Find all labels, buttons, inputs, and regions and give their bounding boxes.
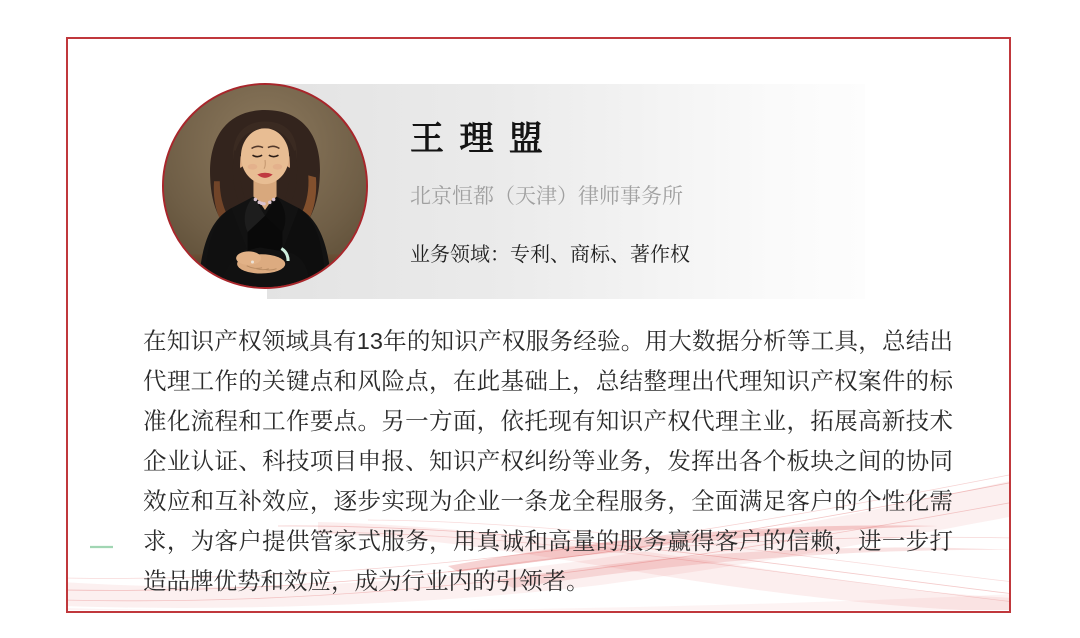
lawyer-name: 王 理 盟 xyxy=(410,120,546,158)
bio-line: 在知识产权领域具有13年的知识产权服务经验。用大数据分析等工具，总结出 xyxy=(143,328,953,354)
profile-photo xyxy=(162,83,368,289)
bio-line: 造品牌优势和效应，成为行业内的引领者。 xyxy=(143,568,590,594)
bio-line: 效应和互补效应，逐步实现为企业一条龙全程服务，全面满足客户的个性化需 xyxy=(143,488,953,514)
bio-line: 代理工作的关键点和风险点，在此基础上，总结整理出代理知识产权案件的标 xyxy=(143,368,953,394)
bio-line: 准化流程和工作要点。另一方面，依托现有知识产权代理主业，拓展高新技术 xyxy=(143,408,953,434)
lawyer-profile-card xyxy=(66,37,1011,613)
bio-line: 求，为客户提供管家式服务，用真诚和高量的服务赢得客户的信赖，进一步打 xyxy=(143,528,953,554)
biography-paragraph xyxy=(143,321,953,601)
practice-areas: 业务领域：专利、商标、著作权 xyxy=(410,244,690,266)
bio-line: 企业认证、科技项目申报、知识产权纠纷等业务，发挥出各个板块之间的协同 xyxy=(143,448,953,474)
portrait-illustration xyxy=(164,85,366,287)
law-firm-name: 北京恒都（天津）律师事务所 xyxy=(410,185,683,208)
